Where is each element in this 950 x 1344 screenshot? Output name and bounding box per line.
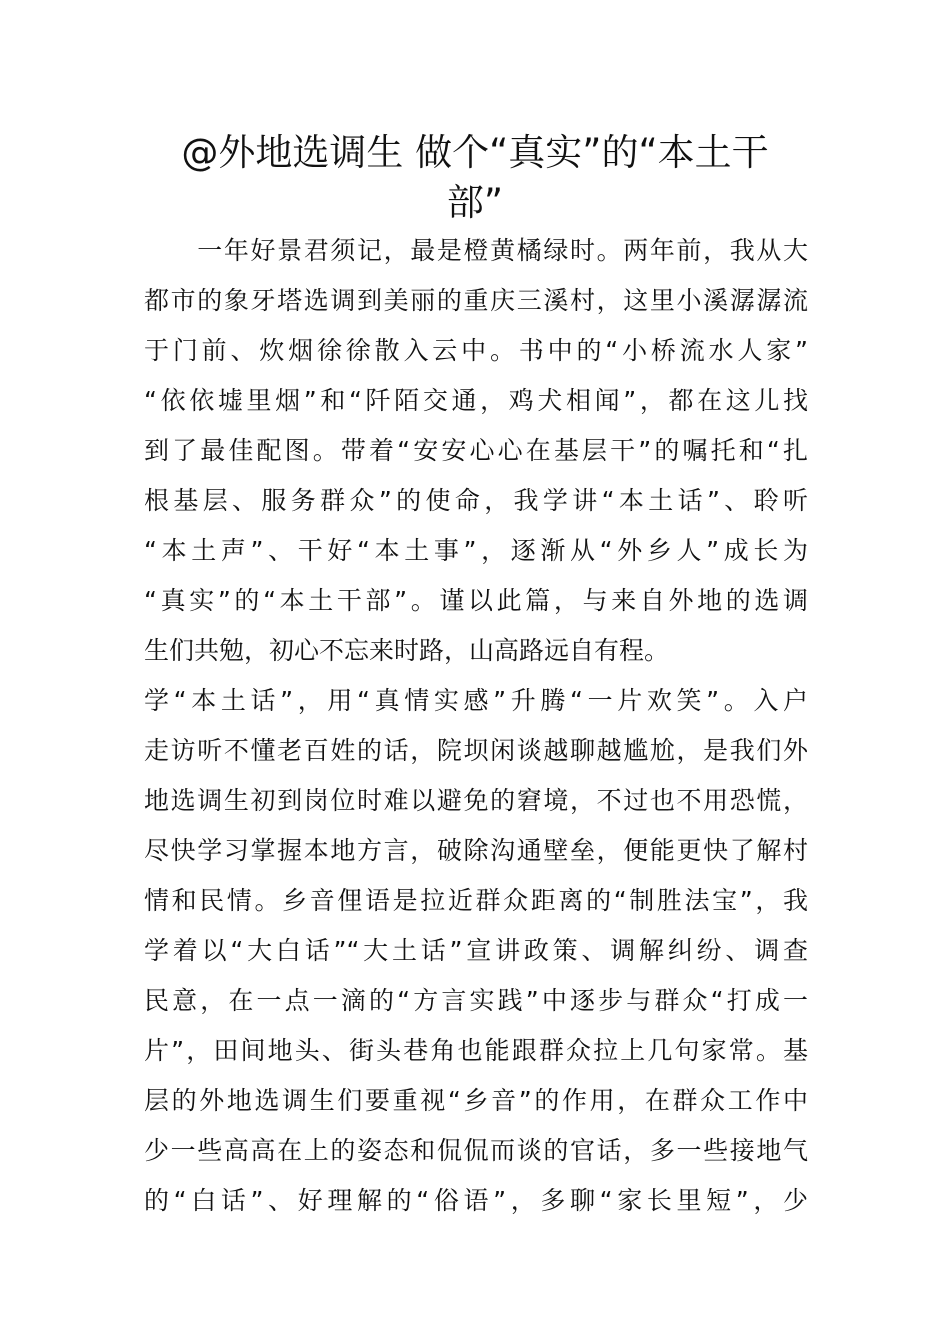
body-line: 尽快学习掌握本地方言，破除沟通壁垒，便能更快了解村 [144, 836, 808, 865]
body-line: 情和民情。乡音俚语是拉近群众距离的“制胜法宝”，我 [144, 886, 808, 915]
body-line: 都市的象牙塔选调到美丽的重庆三溪村，这里小溪潺潺流 [144, 286, 808, 315]
body-line: “依依墟里烟”和“阡陌交通，鸡犬相闻”，都在这儿找 [144, 386, 808, 415]
body-line: “本土声”、干好“本土事”，逐渐从“外乡人”成长为 [144, 536, 808, 565]
article-body [144, 226, 808, 1226]
article-title-line-2: 部” [446, 181, 504, 224]
body-line: 民意，在一点一滴的“方言实践”中逐步与群众“打成一 [144, 986, 808, 1015]
body-line: 学着以“大白话”“大土话”宣讲政策、调解纠纷、调查 [144, 936, 808, 965]
body-line: 片”，田间地头、街头巷角也能跟群众拉上几句家常。基 [144, 1036, 808, 1065]
body-line: 学“本土话”，用“真情实感”升腾“一片欢笑”。入户 [144, 686, 808, 715]
body-line: 走访听不懂老百姓的话，院坝闲谈越聊越尴尬，是我们外 [144, 736, 808, 765]
body-line: 生们共勉，初心不忘来时路，山高路远自有程。 [144, 636, 670, 665]
body-line: 根基层、服务群众”的使命，我学讲“本土话”、聆听 [144, 486, 808, 515]
body-line: 少一些高高在上的姿态和侃侃而谈的官话，多一些接地气 [144, 1136, 808, 1165]
body-line: 到了最佳配图。带着“安安心心在基层干”的嘱托和“扎 [144, 436, 808, 465]
body-line: 层的外地选调生们要重视“乡音”的作用，在群众工作中 [144, 1086, 808, 1115]
body-line: 于门前、炊烟徐徐散入云中。书中的“小桥流水人家” [144, 336, 808, 365]
body-line: 一年好景君须记，最是橙黄橘绿时。两年前，我从大 [144, 236, 808, 265]
body-line: 的“白话”、好理解的“俗语”，多聊“家长里短”，少 [144, 1186, 808, 1215]
article-title-line-1: @外地选调生 做个“真实”的“本土干 [181, 131, 769, 174]
article-title [150, 128, 800, 228]
body-line: “真实”的“本土干部”。谨以此篇，与来自外地的选调 [144, 586, 808, 615]
body-line: 地选调生初到岗位时难以避免的窘境，不过也不用恐慌， [144, 786, 808, 815]
